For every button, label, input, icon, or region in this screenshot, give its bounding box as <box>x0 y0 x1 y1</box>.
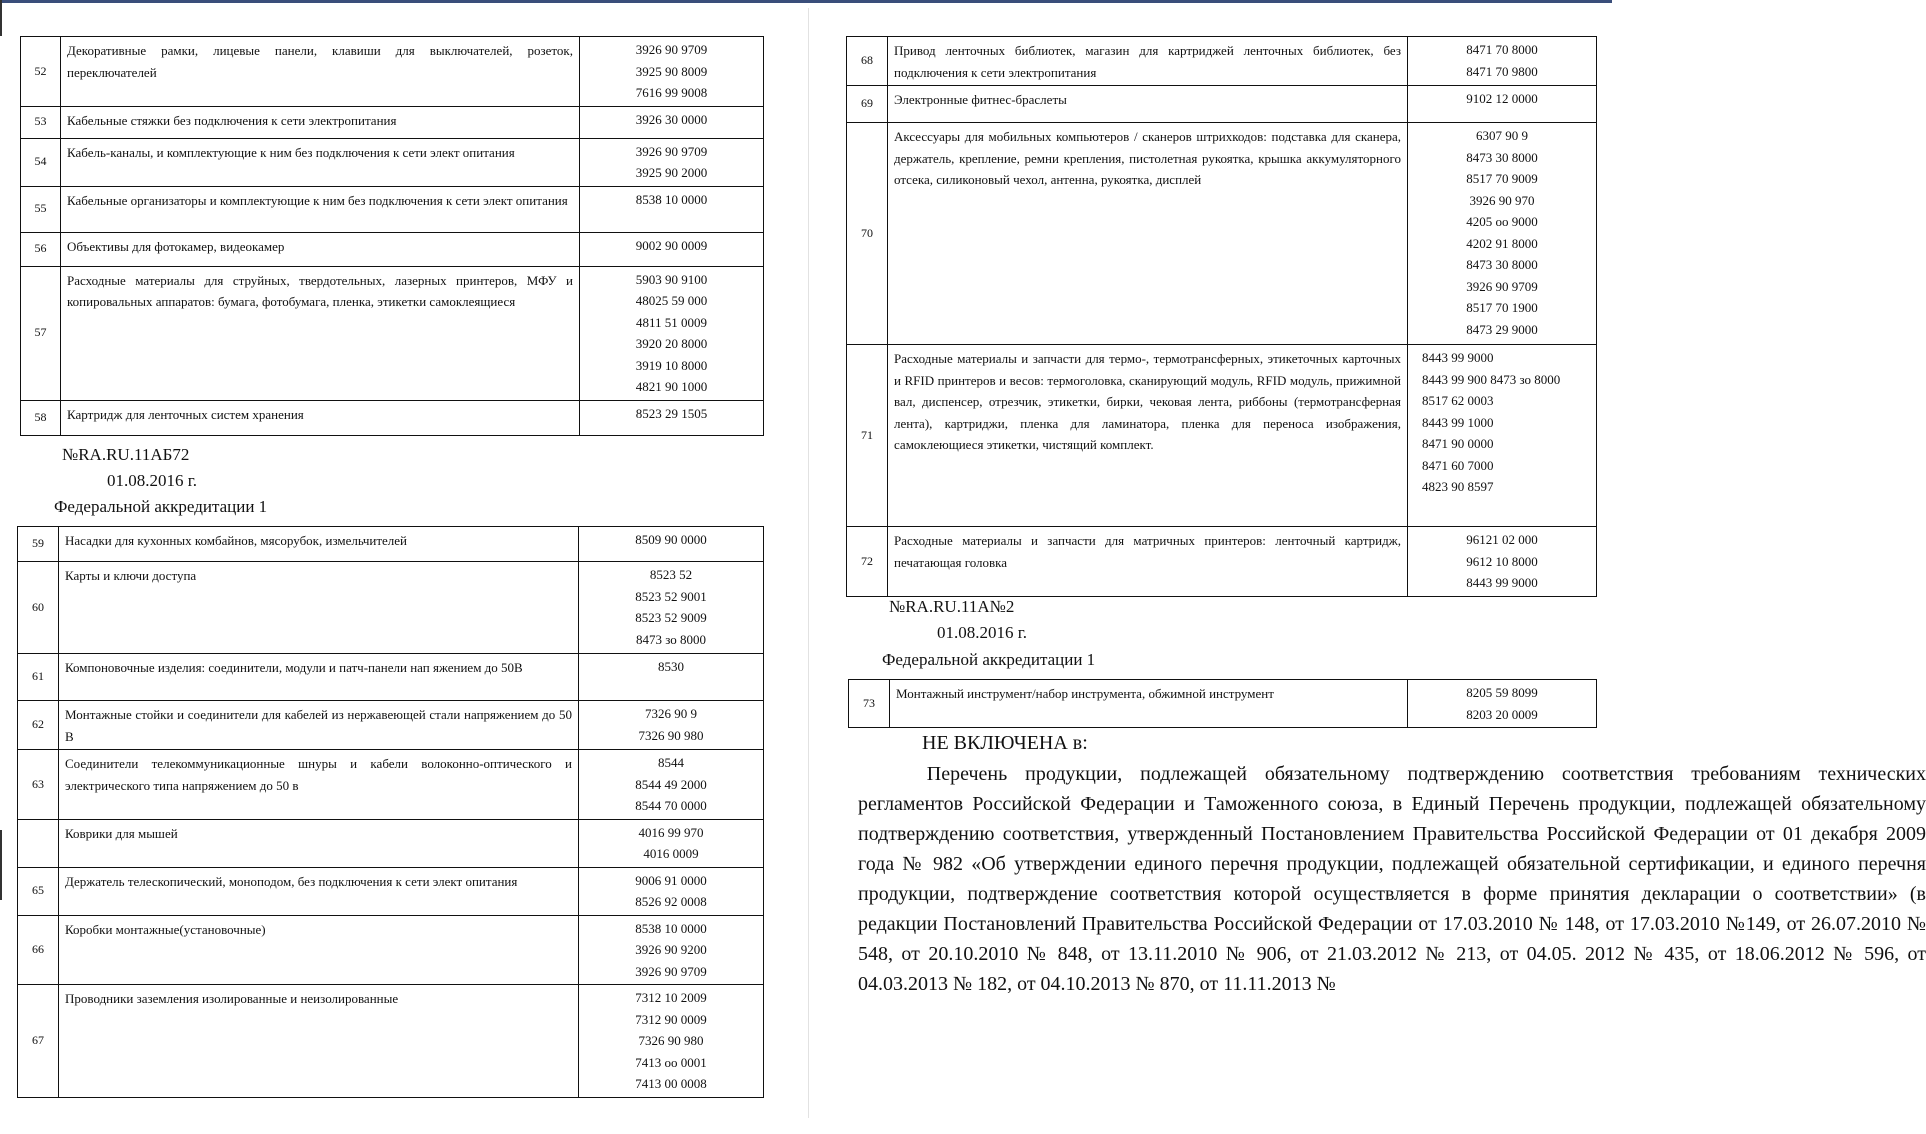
hs-code: 7312 10 2009 <box>635 990 707 1005</box>
hs-code: 9102 12 0000 <box>1466 91 1538 106</box>
hs-codes <box>580 266 764 400</box>
hs-code: 8473 30 8000 <box>1466 149 1538 165</box>
hs-code: 48025 59 000 <box>635 293 708 308</box>
products-table-right-top <box>846 36 1597 597</box>
row-number: 61 <box>18 654 59 701</box>
product-description: Расходные материалы и запчасти для матричных принтеров: ленточный картридж, печатающая головка <box>888 527 1408 597</box>
hs-code: 7326 90 980 <box>638 1033 704 1048</box>
hs-code: 8523 52 9001 <box>635 588 707 604</box>
table-row <box>21 106 764 138</box>
hs-code: 9006 91 0000 <box>635 872 707 888</box>
product-description: Расходные материалы и запчасти для термо-, термотрансферных, этикеточных карточных и RFID принтеров и весов: термоголовка, сканирующий модуль, RFID модуль, прижимной вал, диспенсер, отрезчик, этикетки, бирки, чековая лента, риббоны (термотрансферная лента), картриджи, пленка для ламинатора, пленка для переноса изображения, самоклеющиеся этикетки, чистящий комплект. <box>888 345 1408 527</box>
table-row <box>18 562 764 654</box>
hs-code: 4821 90 1000 <box>635 379 708 394</box>
row-number: 66 <box>18 915 59 985</box>
hs-code: 4811 51 0009 <box>635 314 708 330</box>
table-row <box>18 527 764 562</box>
hs-code: 4823 90 8597 <box>1422 479 1494 494</box>
hs-codes <box>1408 680 1597 728</box>
accreditation-date: 01.08.2016 г. <box>937 623 1028 642</box>
hs-code: 8530 <box>658 659 684 674</box>
hs-code: 7413 оо 0001 <box>635 1054 707 1070</box>
product-description: Декоративные рамки, лицевые панели, клавиши для выключателей, розеток, переключателей <box>61 37 580 107</box>
table-row <box>18 701 764 750</box>
hs-codes <box>1408 345 1597 527</box>
hs-code: 9002 90 0009 <box>635 237 708 253</box>
hs-code: 4205 оо 9000 <box>1466 214 1538 229</box>
table-row <box>849 680 1597 728</box>
row-number: 59 <box>18 527 59 562</box>
hs-codes <box>1408 86 1597 123</box>
hs-code: 8443 99 900 8473 зо 8000 <box>1422 371 1561 387</box>
hs-code: 8473 зо 8000 <box>635 631 707 647</box>
table-row <box>21 138 764 186</box>
product-description: Расходные материалы для струйных, твердотельных, лазерных принтеров, МФУ и копировальных аппаратов: бумага, фотобумага, пленка, этикетки самоклеящиеся <box>61 266 580 400</box>
hs-code: 8471 60 7000 <box>1422 457 1494 473</box>
product-description: Картридж для ленточных систем хранения <box>61 400 580 435</box>
hs-codes <box>579 562 764 654</box>
hs-code: 8443 99 9000 <box>1422 350 1494 365</box>
product-description: Привод ленточных библиотек, магазин для картриджей ленточных библиотек, без подключения к сети электропитания <box>888 37 1408 86</box>
excluded-heading: НЕ ВКЛЮЧЕНА в: <box>922 732 1088 754</box>
row-number: 70 <box>847 123 888 345</box>
table-row <box>847 345 1597 527</box>
table-row <box>18 867 764 915</box>
row-number: 55 <box>21 186 61 232</box>
hs-code: 8473 29 9000 <box>1466 321 1538 337</box>
hs-code: 3925 90 8009 <box>635 63 708 79</box>
hs-code: 7413 00 0008 <box>635 1076 707 1091</box>
table-row <box>847 123 1597 345</box>
product-description: Кабельные организаторы и комплектующие к ним без подключения к сети элект опитания <box>61 186 580 232</box>
table-row <box>21 232 764 266</box>
hs-code: 8544 70 0000 <box>635 798 707 813</box>
row-number: 57 <box>21 266 61 400</box>
row-number: 73 <box>849 680 890 728</box>
hs-code: 8471 70 8000 <box>1466 42 1538 57</box>
accreditation-date: 01.08.2016 г. <box>107 471 198 490</box>
product-description: Проводники заземления изолированные и неизолированные <box>59 985 579 1098</box>
product-description: Монтажный инструмент/набор инструмента, обжимной инструмент <box>890 680 1408 728</box>
hs-code: 8471 90 0000 <box>1422 436 1494 451</box>
hs-codes <box>579 527 764 562</box>
hs-code: 8523 52 <box>649 567 693 582</box>
hs-code: 8473 30 8000 <box>1466 257 1538 272</box>
hs-code: 8509 90 0000 <box>635 532 707 547</box>
hs-codes <box>580 106 764 138</box>
hs-code: 7312 90 0009 <box>635 1011 707 1027</box>
row-number: 71 <box>847 345 888 527</box>
product-description: Карты и ключи доступа <box>59 562 579 654</box>
hs-codes <box>579 701 764 750</box>
hs-codes <box>579 654 764 701</box>
hs-code: 7326 90 980 <box>638 727 704 743</box>
hs-codes <box>580 232 764 266</box>
hs-codes <box>1408 37 1597 86</box>
table-row <box>18 985 764 1098</box>
row-number: 52 <box>21 37 61 107</box>
hs-code: 8203 20 0009 <box>1466 706 1538 722</box>
hs-code: 8517 62 0003 <box>1422 393 1494 408</box>
product-description: Монтажные стойки и соединители для кабелей из нержавеющей стали напряжением до 50 В <box>59 701 579 750</box>
table-row <box>18 654 764 701</box>
hs-codes <box>1408 527 1597 597</box>
hs-code: 8544 49 2000 <box>635 776 707 792</box>
hs-code: 3926 90 9709 <box>635 963 707 979</box>
hs-code: 5903 90 9100 <box>635 271 708 287</box>
row-number: 54 <box>21 138 61 186</box>
product-description: Насадки для кухонных комбайнов, мясорубок, измельчителей <box>59 527 579 562</box>
products-table-right-bottom <box>848 679 1597 728</box>
hs-codes <box>1408 123 1597 345</box>
hs-codes <box>579 867 764 915</box>
row-number: 68 <box>847 37 888 86</box>
hs-code: 6307 90 9 <box>1476 128 1528 143</box>
hs-code: 8538 10 0000 <box>635 920 707 936</box>
table-row <box>21 266 764 400</box>
table-row <box>18 819 764 867</box>
accreditation-number: №RA.RU.11АБ72 <box>62 445 190 464</box>
row-number: 67 <box>18 985 59 1098</box>
product-description: Соединители телекоммуникационные шнуры и кабели волоконно-оптического и электрического типа напряжением до 50 в <box>59 750 579 820</box>
table-row <box>18 750 764 820</box>
accreditation-label: Федеральной аккредитации 1 <box>54 497 268 516</box>
hs-code: 3920 20 8000 <box>635 336 708 351</box>
hs-codes <box>579 750 764 820</box>
hs-codes <box>580 186 764 232</box>
row-number: 56 <box>21 232 61 266</box>
hs-code: 4016 99 970 <box>638 824 704 840</box>
product-description: Кабель-каналы, и комплектующие к ним без подключения к сети элект опитания <box>61 138 580 186</box>
hs-code: 8538 10 0000 <box>635 191 708 207</box>
hs-code: 8205 59 8099 <box>1466 685 1538 700</box>
accreditation-number: №RA.RU.11А№2 <box>889 597 1015 616</box>
excluded-text: Перечень продукции, подлежащей обязательному подтверждению соответствия требованиям технических регламентов Российской Федерации и Таможенного союза, в Единый Перечень продукции, подлежащей обязательному подтверждению соответствия, утвержденный Постановлением Правительства Российской Федерации от 01 декабря 2009 года № 982 «Об утверждении единого перечня продукции, подлежащей обязательной сертификации, и единого перечня продукции, подтверждение соответствия которой осуществляется в форме принятия декларации о соответствии» (в редакции Постановлений Правительства Российской Федерации от 17.03.2010 № 148, от 17.03.2010 №149, от 26.07.2010 № 548, от 20.10.2010 № 848, от 13.11.2010 № 906, от 21.03.2012 № 213, от 04.05. 2012 № 435, от 18.06.2012 № 596, от 04.03.2013 № 182, от 04.10.2013 № 870, от 11.11.2013 № <box>858 763 1926 995</box>
hs-code: 8443 99 9000 <box>1466 575 1538 590</box>
hs-code: 8471 70 9800 <box>1466 63 1538 79</box>
hs-code: 8523 52 9009 <box>635 610 707 625</box>
table-row <box>847 37 1597 86</box>
hs-code: 4202 91 8000 <box>1466 235 1538 251</box>
row-number: 69 <box>847 86 888 123</box>
row-number: 62 <box>18 701 59 750</box>
hs-codes <box>580 138 764 186</box>
row-number: 60 <box>18 562 59 654</box>
product-description: Коробки монтажные(установочные) <box>59 915 579 985</box>
hs-code: 3926 90 9709 <box>635 143 708 159</box>
hs-code: 3926 90 9709 <box>635 42 708 57</box>
hs-code: 3926 90 970 <box>1469 192 1535 208</box>
hs-code: 3926 30 0000 <box>635 111 708 127</box>
hs-code: 7326 90 9 <box>645 706 697 721</box>
excluded-paragraph <box>858 759 1926 999</box>
product-description: Компоновочные изделия: соединители, модули и патч-панели нап яжением до 50В <box>59 654 579 701</box>
hs-code: 3926 90 9200 <box>635 942 707 957</box>
hs-code: 8544 <box>658 755 684 770</box>
accreditation-label: Федеральной аккредитации 1 <box>882 650 1096 669</box>
table-row <box>21 186 764 232</box>
hs-code: 8443 99 1000 <box>1422 414 1494 430</box>
product-description: Объективы для фотокамер, видеокамер <box>61 232 580 266</box>
row-number <box>18 819 59 867</box>
product-description: Держатель телескопический, моноподом, без подключения к сети элект опитания <box>59 867 579 915</box>
hs-code: 3926 90 9709 <box>1466 278 1538 294</box>
table-row <box>21 400 764 435</box>
hs-code: 3919 10 8000 <box>635 357 708 373</box>
table-row <box>847 527 1597 597</box>
row-number: 72 <box>847 527 888 597</box>
products-table-left-bottom <box>17 526 764 1098</box>
table-row <box>18 915 764 985</box>
hs-code: 7616 99 9008 <box>635 85 708 100</box>
row-number: 65 <box>18 867 59 915</box>
hs-code: 4016 0009 <box>643 846 699 861</box>
hs-code: 8523 29 1505 <box>635 405 708 421</box>
product-description: Кабельные стяжки без подключения к сети электропитания <box>61 106 580 138</box>
hs-code: 96121 02 000 <box>1466 532 1538 547</box>
row-number: 58 <box>21 400 61 435</box>
products-table-left-top <box>20 36 764 436</box>
table-row <box>21 37 764 107</box>
hs-code: 8517 70 9009 <box>1466 171 1538 186</box>
hs-codes <box>579 915 764 985</box>
hs-code: 8526 92 0008 <box>635 894 707 909</box>
hs-code: 9612 10 8000 <box>1466 553 1538 569</box>
left-edge-mark <box>0 0 2 36</box>
row-number: 53 <box>21 106 61 138</box>
window-top-border <box>0 0 1612 3</box>
hs-codes <box>579 819 764 867</box>
hs-code: 3925 90 2000 <box>635 165 708 180</box>
hs-codes <box>580 400 764 435</box>
product-description: Электронные фитнес-браслеты <box>888 86 1408 123</box>
hs-codes <box>580 37 764 107</box>
product-description: Коврики для мышей <box>59 819 579 867</box>
product-description: Аксессуары для мобильных компьютеров / сканеров штрихкодов: подставка для сканера, держатель, крепление, ремни крепления, пистолетная рукоятка, крышка аккумуляторного отсека, силиконовый чехол, антенна, рукоятка, дисплей <box>888 123 1408 345</box>
row-number: 63 <box>18 750 59 820</box>
table-row <box>847 86 1597 123</box>
left-edge-mark <box>0 830 2 900</box>
page-separator <box>808 8 809 1118</box>
hs-codes <box>579 985 764 1098</box>
hs-code: 8517 70 1900 <box>1466 300 1538 315</box>
